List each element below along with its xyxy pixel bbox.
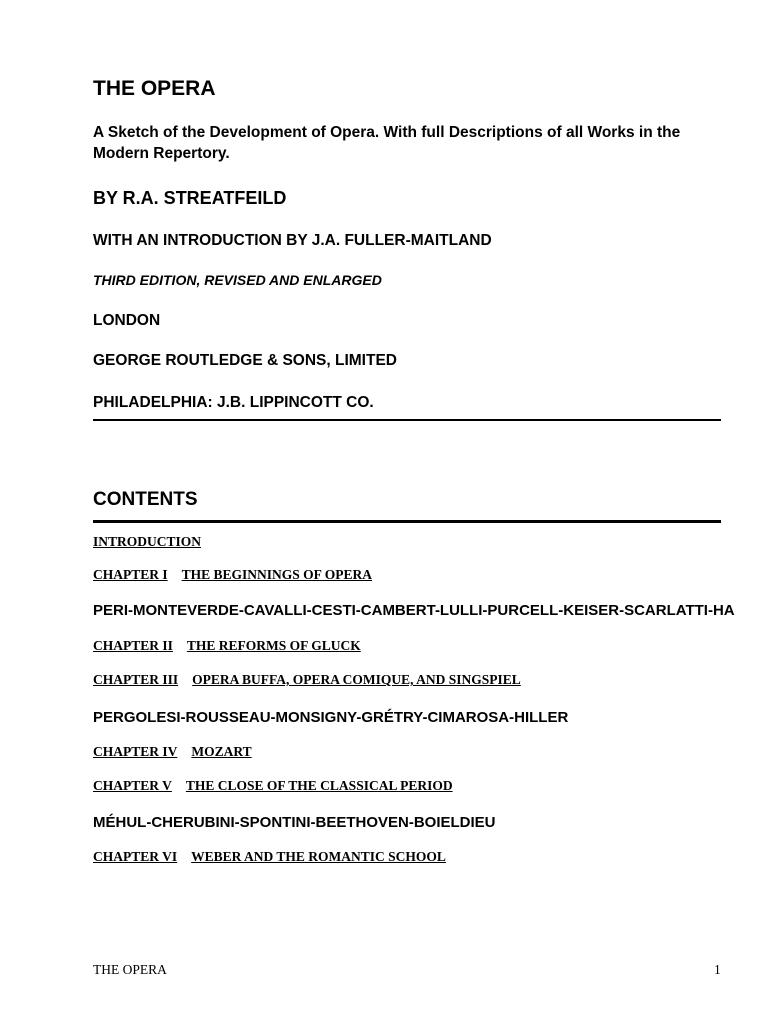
chapter-number: CHAPTER III <box>93 672 179 687</box>
toc-link-chapter-2[interactable] <box>93 638 361 654</box>
toc-link-chapter-5[interactable] <box>93 778 453 794</box>
introduction-credit: WITH AN INTRODUCTION BY J.A. FULLER-MAITLAND <box>93 232 492 249</box>
footer-running-title: THE OPERA <box>93 962 167 977</box>
chapter-title: THE REFORMS OF GLUCK <box>186 638 361 653</box>
chapter-title: WEBER AND THE ROMANTIC SCHOOL <box>191 849 446 864</box>
chapter-title: MOZART <box>191 744 252 759</box>
chapter-1-composers: PERI-MONTEVERDE-CAVALLI-CESTI-CAMBERT-LULLI-PURCELL-KEISER-SCARLATTI-HA <box>93 602 735 619</box>
edition-note: THIRD EDITION, REVISED AND ENLARGED <box>93 272 382 288</box>
chapter-title: THE BEGINNINGS OF OPERA <box>181 567 373 582</box>
chapter-number: CHAPTER VI <box>93 849 178 864</box>
publisher-philadelphia: PHILADELPHIA: J.B. LIPPINCOTT CO. <box>93 394 374 411</box>
book-subtitle: A Sketch of the Development of Opera. With full Descriptions of all Works in the Modern Repertory. <box>93 124 681 162</box>
contents-divider <box>93 520 721 523</box>
chapter-number: CHAPTER V <box>93 778 172 793</box>
toc-link-chapter-6[interactable] <box>93 849 446 865</box>
chapter-number: CHAPTER IV <box>93 744 178 759</box>
publisher-london: GEORGE ROUTLEDGE & SONS, LIMITED <box>93 352 397 369</box>
chapter-number: CHAPTER I <box>93 567 168 582</box>
toc-link-introduction[interactable]: INTRODUCTION <box>93 534 202 549</box>
chapter-title: THE CLOSE OF THE CLASSICAL PERIOD <box>185 778 453 793</box>
footer-page-number: 1 <box>714 962 721 977</box>
chapter-5-composers: MÉHUL-CHERUBINI-SPONTINI-BEETHOVEN-BOIELDIEU <box>93 814 496 831</box>
toc-link-chapter-3[interactable] <box>93 672 521 688</box>
chapter-3-composers: PERGOLESI-ROUSSEAU-MONSIGNY-GRÉTRY-CIMAROSA-HILLER <box>93 709 569 726</box>
book-author: BY R.A. STREATFEILD <box>93 188 287 208</box>
toc-link-chapter-4[interactable] <box>93 744 252 760</box>
chapter-number: CHAPTER II <box>93 638 173 653</box>
contents-heading: CONTENTS <box>93 489 198 510</box>
title-divider <box>93 419 721 421</box>
book-title: THE OPERA <box>93 77 216 100</box>
chapter-title: OPERA BUFFA, OPERA COMIQUE, AND SINGSPIEL <box>192 672 521 687</box>
publication-city: LONDON <box>93 312 161 329</box>
toc-link-chapter-1[interactable] <box>93 567 372 583</box>
